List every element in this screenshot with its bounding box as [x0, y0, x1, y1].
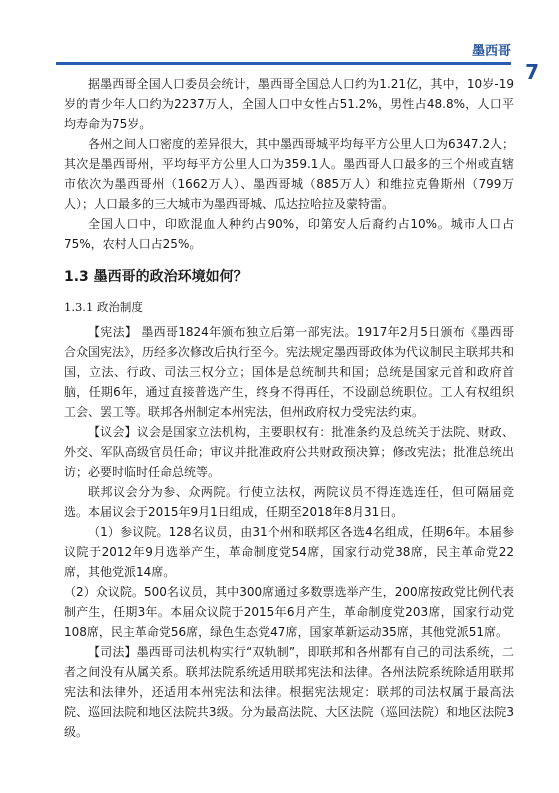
paragraph: 据墨西哥全国人口委员会统计，墨西哥全国总人口约为1.21亿，其中，10岁-19岁的青少年人口约为2237万人，全国人口中女性占51.2%，男性占48.8%，人口平均寿命为75岁。: [64, 77, 514, 131]
paragraph: 【议会】议会是国家立法机构，主要职权有：批准条约及总统关于法院、财政、外交、军队高级官员任命；审议并批准政府公共财政预决算；修改宪法；批准总统出访；必要时临时任命总统等。: [64, 425, 514, 479]
paragraph: 全国人口中，印欧混血人种约占90%，印第安人后裔约占10%。城市人口占75%，农村人口占25%。: [64, 217, 514, 251]
subsection-heading: 1.3.1 政治制度: [64, 300, 143, 314]
paragraph: 【宪法】 墨西哥1824年颁布独立后第一部宪法。1917年2月5日颁布《墨西哥合众国宪法》，历经多次修改后执行至今。宪法规定墨西哥政体为代议制民主联邦共和国，立法、行政、司法三权分立；国体是总统制共和国；总统是国家元首和政府首脑，任期6年，通过直接普选产生，终身不得再任，不设副总统职位。工人有权组织工会、罢工等。联邦各州制定本州宪法，但州政府权力受宪法约束。: [64, 325, 515, 419]
paragraph: 【司法】墨西哥司法机构实行“双轨制”，即联邦和各州都有自己的司法系统，二者之间没有从属关系。联邦法院系统适用联邦宪法和法律。各州法院系统除适用联邦宪法和法律外，还适用本州宪法和法律。根据宪法规定：联邦的司法权属于最高法院、巡回法院和地区法院共3级。分为最高法院、大区法院（巡回法院）和地区法院3级。: [64, 645, 514, 739]
paragraph: （2）众议院。500名议员，其中300席通过多数票选举产生，200席按政党比例代表制产生，任期3年。本届众议院于2015年6月产生，革命制度党203席，国家行动党108席，民主革命党56席，绿色生态党47席，国家革新运动35席，其他党派51席。: [64, 585, 514, 639]
section-heading: 1.3 墨西哥的政治环境如何？: [64, 269, 248, 285]
page-body: [64, 74, 514, 742]
header-rule: [56, 62, 511, 65]
paragraph: 各州之间人口密度的差异很大，其中墨西哥城平均每平方公里人口为6347.2人；其次是墨西哥州，平均每平方公里人口为359.1人。墨西哥人口最多的三个州或直辖市依次为墨西哥州（1662万人）、墨西哥城（885万人）和维拉克鲁斯州（799万人）；人口最多的三大城市为墨西哥城、瓜达拉哈拉及蒙特雷。: [64, 137, 514, 211]
paragraph: （1）参议院。128名议员，由31个州和联邦区各选4名组成，任期6年。本届参议院于2012年9月选举产生，革命制度党54席，国家行动党38席，民主革命党22席，其他党派14席。: [64, 525, 514, 579]
paragraph: 联邦议会分为参、众两院。行使立法权，两院议员不得连选连任，但可隔届竞选。本届议会于2015年9月1日组成，任期至2018年8月31日。: [64, 485, 514, 519]
page-number: 7: [525, 60, 539, 84]
header-title: 墨西哥: [471, 44, 511, 59]
